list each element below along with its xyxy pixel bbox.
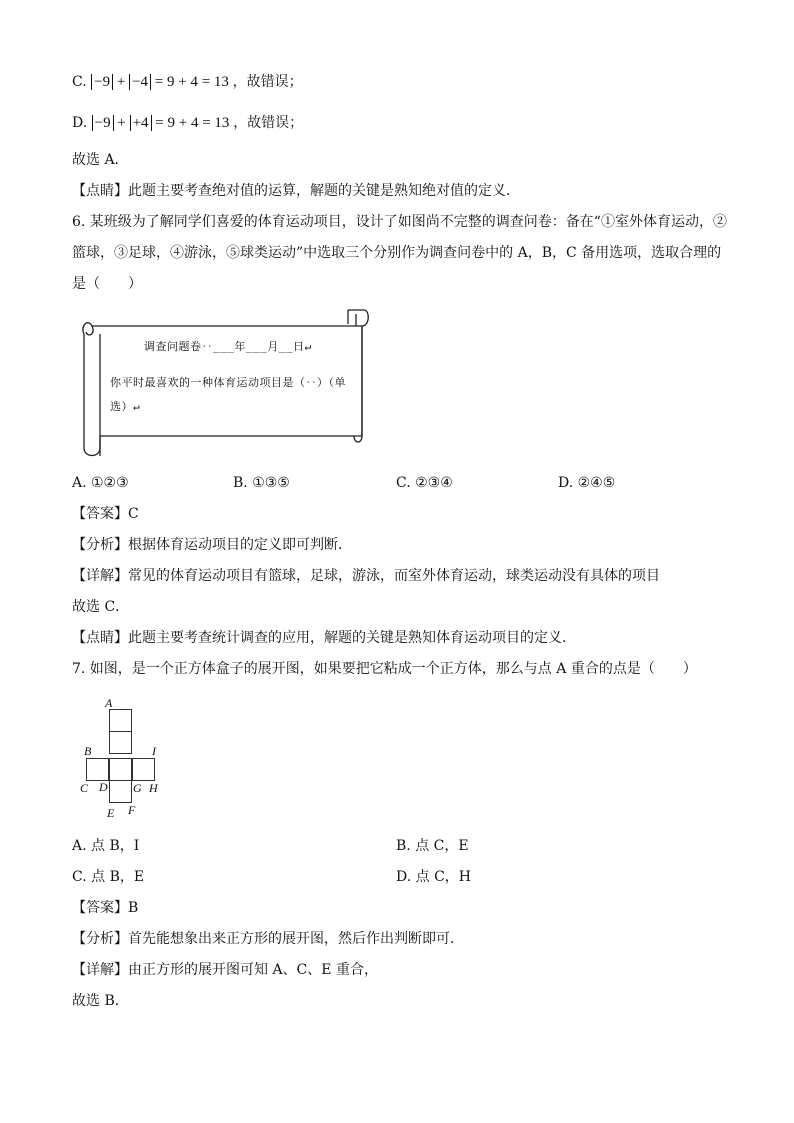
q6-option-d: D. ②④⑤	[558, 475, 616, 491]
scroll-body-line2: 选）↵	[110, 400, 141, 413]
label-a: A	[105, 696, 113, 710]
q6-analysis: 【分析】根据体育运动项目的定义即可判断．	[72, 537, 352, 553]
q6-stem-line3: 是（ ）	[72, 276, 142, 292]
q5-choose: 故选 A．	[72, 152, 129, 168]
q5-option-c-expression: −9 + −4 = 9 + 4 = 13	[91, 74, 233, 90]
label-c: C	[80, 781, 89, 795]
label-f: F	[128, 803, 136, 817]
q6-option-a: A. ①②③	[72, 475, 129, 491]
cube-net-figure	[76, 696, 176, 826]
q7-detail: 【详解】由正方形的展开图可知 A、C、E 重合，	[72, 962, 378, 978]
net-square-4	[109, 758, 132, 781]
q7-option-b: B. 点 C，E	[396, 838, 469, 854]
net-square-6	[109, 780, 132, 803]
q6-stem-line1: 6. 某班级为了解同学们喜爱的体育运动项目，设计了如图尚不完整的调查问卷：备在“①室外体育运动，②	[72, 214, 727, 230]
q6-option-c: C. ②③④	[396, 475, 453, 491]
q6-comment: 【点睛】此题主要考查统计调查的应用，解题的关键是熟知体育运动项目的定义．	[72, 630, 576, 646]
label-g: G	[133, 781, 142, 795]
q5-option-d: D. −9 + +4 = 9 + 4 = 13 ，故错误；	[72, 115, 304, 131]
scroll-title: 调查问题卷‥___年___月__日↵	[144, 340, 312, 353]
q6-detail: 【详解】常见的体育运动项目有篮球，足球，游泳，而室外体育运动，球类运动没有具体的项目	[72, 568, 660, 584]
q7-stem: 7. 如图，是一个正方体盒子的展开图，如果要把它粘成一个正方体，那么与点 A 重合的点是（ ）	[72, 661, 697, 677]
q7-analysis: 【分析】首先能想象出来正方形的展开图，然后作出判断即可．	[72, 931, 464, 947]
scroll-body-line1: 你平时最喜欢的一种体育运动项目是（‥）（单	[110, 376, 346, 389]
label-d: D	[99, 780, 108, 794]
net-square-1	[109, 709, 132, 732]
label-b: B	[84, 744, 92, 758]
q6-option-b: B. ①③⑤	[233, 475, 290, 491]
net-square-2	[109, 731, 132, 754]
survey-scroll-image	[78, 308, 370, 460]
label-e: E	[107, 806, 115, 820]
q6-stem-line2: 篮球，③足球，④游泳，⑤球类运动”中选取三个分别作为调查问卷中的 A，B，C 备用选项，选取合理的	[72, 245, 722, 261]
q7-option-d: D. 点 C，H	[396, 869, 471, 885]
q6-choose: 故选 C．	[72, 599, 130, 615]
label-i: I	[152, 744, 156, 758]
q5-comment: 【点睛】此题主要考查绝对值的运算，解题的关键是熟知绝对值的定义．	[72, 183, 520, 199]
net-square-3	[86, 758, 109, 781]
q6-answer: 【答案】C	[72, 506, 139, 522]
q7-answer: 【答案】B	[72, 900, 139, 916]
q7-choose: 故选 B．	[72, 993, 129, 1009]
label-h: H	[149, 781, 158, 795]
q5-option-d-expression: −9 + +4 = 9 + 4 = 13	[92, 115, 234, 131]
net-square-5	[132, 758, 155, 781]
q5-option-c: C. −9 + −4 = 9 + 4 = 13 ，故错误；	[72, 74, 303, 90]
q7-option-c: C. 点 B，E	[72, 869, 145, 885]
q7-option-a: A. 点 B，I	[72, 838, 140, 854]
